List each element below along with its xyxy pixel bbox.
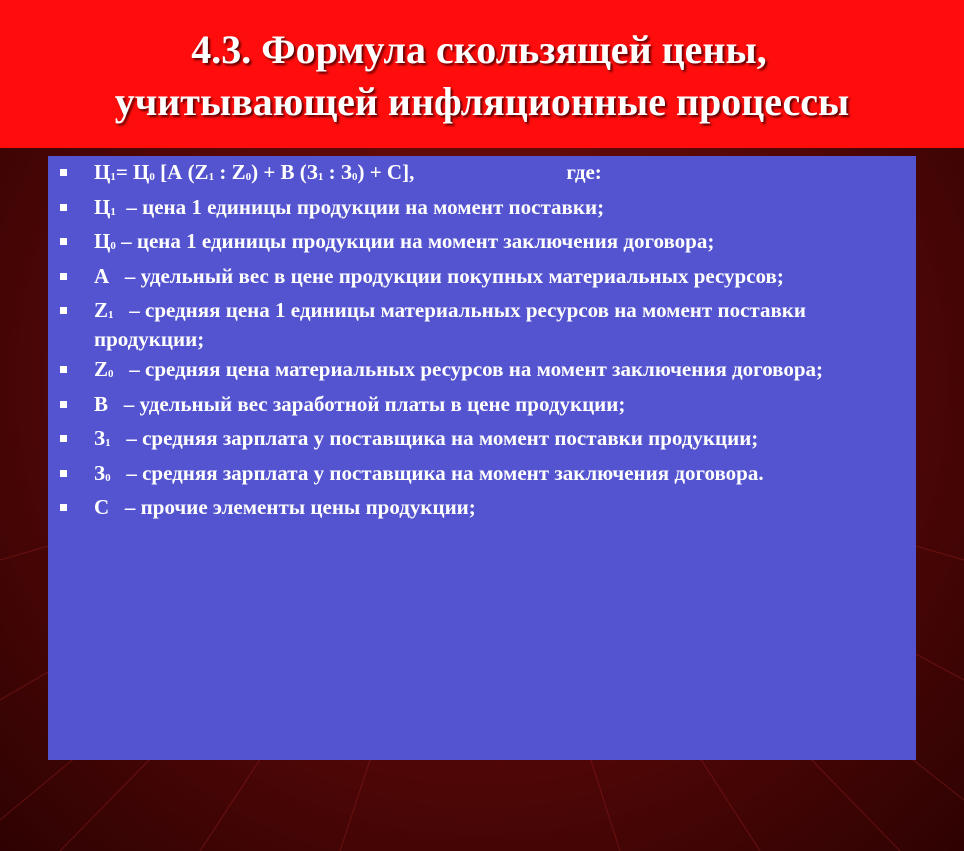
slide-title-line-2: учитывающей инфляционные процессы — [114, 79, 850, 124]
definition-text: – средняя зарплата у поставщика на момент поставки продукции; — [110, 426, 759, 450]
definition-text: – средняя цена 1 единицы материальных ресурсов на момент поставки продукции; — [94, 298, 812, 351]
definition-symbol: А — [94, 263, 110, 288]
list-item-definition — [48, 195, 916, 224]
definition-symbol: Z — [94, 357, 109, 381]
square-bullet-icon — [60, 238, 67, 245]
square-bullet-icon — [60, 366, 67, 373]
square-bullet-icon — [60, 435, 67, 442]
formula-sub: 0 — [149, 171, 155, 183]
list-item-definition — [48, 461, 916, 490]
definition-subscript: 0 — [105, 471, 111, 484]
slide-title-line-1: 4.3. Формула скользящей цены, — [191, 27, 767, 72]
list-item-definition — [48, 357, 916, 386]
list-item-definition — [48, 426, 916, 455]
definition-symbol: Ц — [94, 194, 111, 219]
definition-subscript: 1 — [110, 205, 116, 218]
square-bullet-icon — [60, 169, 67, 176]
definition-text: – средняя цена материальных ресурсов на момент заключения договора; — [113, 357, 824, 381]
list-item-definition — [48, 264, 916, 293]
bullet-list — [48, 160, 916, 530]
list-item-definition — [48, 495, 916, 524]
square-bullet-icon — [60, 504, 67, 511]
definition-symbol: В — [94, 391, 109, 416]
formula-sub: 0 — [245, 171, 252, 183]
formula-where: где: — [566, 160, 602, 184]
definition-symbol: Z — [94, 298, 109, 322]
definition-text: – удельный вес заработной платы в цене продукции; — [108, 391, 626, 416]
formula-part: ) + В (З — [251, 160, 318, 184]
formula-sub: 0 — [351, 171, 358, 183]
formula-eq: = Ц — [115, 160, 150, 184]
list-item-definition — [48, 392, 916, 421]
list-item-definition — [48, 229, 916, 258]
square-bullet-icon — [60, 470, 67, 477]
square-bullet-icon — [60, 401, 67, 408]
formula-part: : Z — [214, 160, 246, 184]
definition-symbol: З — [94, 426, 106, 450]
definition-symbol: З — [94, 460, 106, 485]
formula-price-symbol: Ц — [94, 160, 111, 184]
formula-sub: 1 — [208, 171, 215, 183]
definition-text: – прочие элементы цены продукции; — [109, 495, 476, 519]
square-bullet-icon — [60, 273, 67, 280]
content-panel — [48, 156, 916, 760]
definition-subscript: 1 — [108, 309, 114, 321]
square-bullet-icon — [60, 204, 67, 211]
square-bullet-icon — [60, 307, 67, 314]
definition-symbol: С — [94, 495, 110, 519]
definition-subscript: 1 — [105, 437, 111, 449]
list-item-formula — [48, 160, 916, 189]
definition-text: – средняя зарплата у поставщика на момент заключения договора. — [110, 460, 764, 485]
formula-sub: 1 — [317, 171, 324, 183]
definition-subscript: 0 — [110, 240, 116, 252]
list-item-definition — [48, 298, 916, 351]
formula-sub: 1 — [110, 171, 116, 183]
title-bar — [0, 0, 964, 148]
formula-part: : З — [323, 160, 352, 184]
definition-text: – цена 1 единицы продукции на момент заключения договора; — [115, 229, 715, 253]
formula-part: [А (Z — [154, 160, 209, 184]
definition-text: – удельный вес в цене продукции покупных материальных ресурсов; — [109, 263, 784, 288]
formula-part: ) + С], — [357, 160, 415, 184]
definition-symbol: Ц — [94, 229, 111, 253]
definition-text: – цена 1 единицы продукции на момент поставки; — [115, 194, 605, 219]
definition-subscript: 0 — [108, 368, 114, 380]
